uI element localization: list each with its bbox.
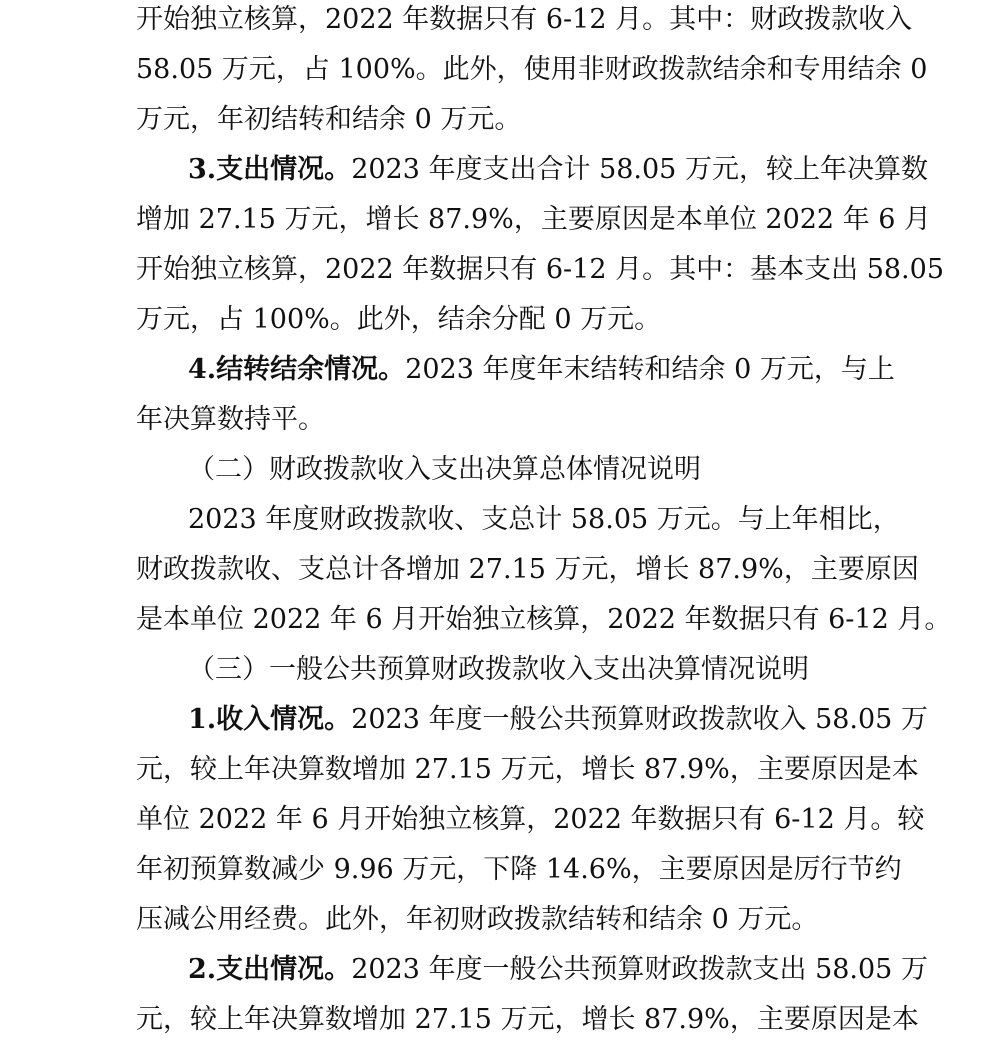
body-line: 年初预算数减少 9.96 万元，下降 14.6%，主要原因是厉行节约 [136, 854, 902, 885]
section-heading-carryover: 4.结转结余情况。 [188, 354, 406, 385]
body-line: 是本单位 2022 年 6 月开始独立核算，2022 年数据只有 6-12 月。 [136, 604, 952, 635]
body-line: 年决算数持平。 [136, 404, 325, 435]
body-text: 2023 年度一般公共预算财政拨款收入 58.05 万 [351, 704, 928, 735]
body-line: 58.05 万元，占 100%。此外，使用非财政拨款结余和专用结余 0 [136, 54, 928, 85]
paragraph-first-line: 2023 年度财政拨款收、支总计 58.05 万元。与上年相比， [188, 504, 900, 535]
body-text: 2023 年度年末结转和结余 0 万元，与上 [405, 354, 895, 385]
subsection-heading: （二）财政拨款收入支出决算总体情况说明 [188, 454, 701, 485]
body-line: 财政拨款收、支总计各增加 27.15 万元，增长 87.9%，主要原因 [136, 554, 919, 585]
body-text: 2023 年度支出合计 58.05 万元，较上年决算数 [351, 154, 928, 185]
subsection-heading: （三）一般公共预算财政拨款收入支出决算情况说明 [188, 654, 809, 685]
section-heading-income: 1.收入情况。 [188, 704, 352, 735]
paragraph-first-line [188, 345, 895, 395]
paragraph-first-line [188, 695, 928, 745]
body-line: 万元，年初结转和结余 0 万元。 [136, 104, 522, 135]
section-heading-expenditure-general: 2.支出情况。 [188, 954, 352, 985]
paragraph-first-line [188, 945, 928, 995]
body-line: 开始独立核算，2022 年数据只有 6-12 月。其中：财政拨款收入 [136, 4, 913, 35]
body-line: 元，较上年决算数增加 27.15 万元，增长 87.9%，主要原因是本 [136, 1004, 919, 1035]
body-line: 压减公用经费。此外，年初财政拨款结转和结余 0 万元。 [136, 904, 819, 935]
body-line: 万元，占 100%。此外，结余分配 0 万元。 [136, 304, 662, 335]
section-heading-expenditure: 3.支出情况。 [188, 154, 352, 185]
body-line: 元，较上年决算数增加 27.15 万元，增长 87.9%，主要原因是本 [136, 754, 919, 785]
body-text: 2023 年度一般公共预算财政拨款支出 58.05 万 [351, 954, 928, 985]
body-line: 单位 2022 年 6 月开始独立核算，2022 年数据只有 6-12 月。较 [136, 804, 925, 835]
body-line: 增加 27.15 万元，增长 87.9%，主要原因是本单位 2022 年 6 月 [136, 204, 932, 235]
paragraph-first-line [188, 145, 928, 195]
body-line: 开始独立核算，2022 年数据只有 6-12 月。其中：基本支出 58.05 [136, 254, 944, 285]
